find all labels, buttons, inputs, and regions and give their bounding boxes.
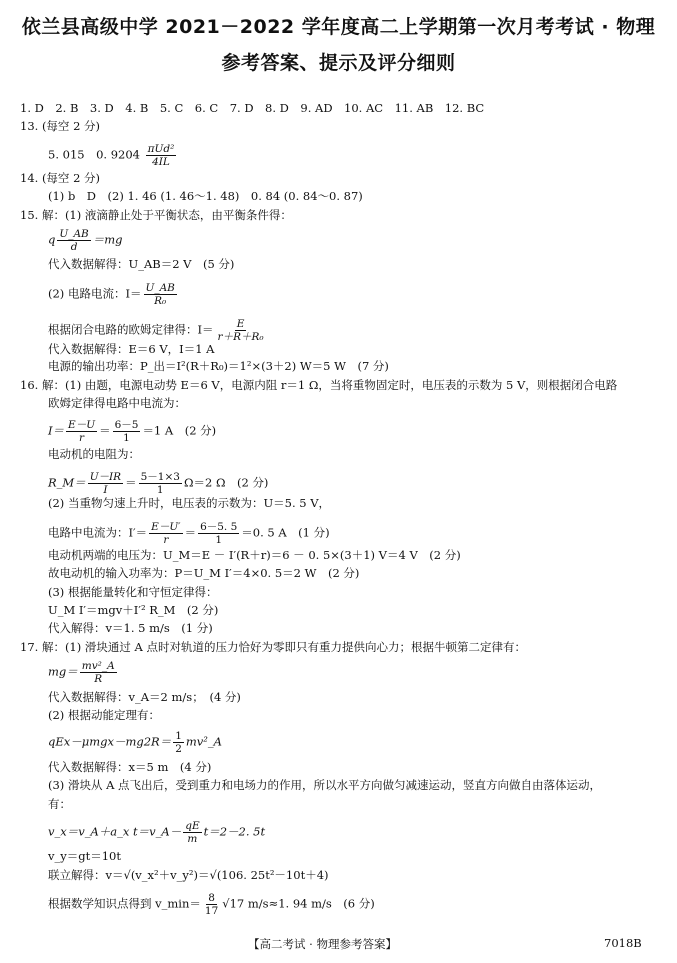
q15-equation: q $\frac{U\_AB}{d}$ ＝mg: [48, 228, 123, 253]
q16-line: 电动机的电阻为：: [48, 447, 140, 461]
q16-equation: 电路中电流为：I′＝ $\frac{E-U'}{r}$ ＝ $\frac{6-5. 5}{1}$ ＝0. 5 A (1 分): [48, 521, 330, 546]
q17-line: (2) 根据动能定理有：: [48, 708, 160, 722]
footer-code: 7018B: [604, 936, 642, 950]
q16-line: 电动机两端的电压为：U_M＝E － I′(R＋r)＝6 － 0. 5×(3＋1) V＝4 V (2 分): [48, 548, 461, 562]
q17-line: 代入数据解得：x＝5 m (4 分): [48, 760, 212, 774]
page-subtitle: 参考答案、提示及评分细则: [221, 52, 456, 74]
q16-line: 欧姆定律得电路中电流为：: [48, 396, 186, 410]
q17-line: 代入数据解得：v_A＝2 m/s； (4 分): [48, 690, 241, 704]
q16-line: 故电动机的输入功率为：P＝U_M I′＝4×0. 5＝2 W (2 分): [48, 566, 360, 580]
q16-line: (2) 当重物匀速上升时，电压表的示数为：U＝5. 5 V，: [48, 496, 331, 510]
q15-line: 代入数据解得：E＝6 V，I＝1 A: [48, 342, 215, 356]
q13-heading: 13. (每空 2 分): [20, 119, 101, 133]
q16-line: (3) 根据能量转化和守恒定律得：: [48, 585, 218, 599]
q13-values: 5. 015 0. 9204: [48, 147, 140, 162]
page-title: 依兰县高级中学 2021－2022 学年度高二上学期第一次月考考试 · 物理: [21, 16, 656, 38]
q16-line: 16. 解：(1) 由题，电源电动势 E＝6 V，电源内阻 r＝1 Ω，当将重物固定时，电压表的示数为 5 V，则根据闭合电路: [20, 378, 618, 392]
q16-line: 代入解得：v＝1. 5 m/s (1 分): [48, 621, 213, 635]
q13-fraction: $\frac{\text{πUd²}}{4IL}$: [147, 143, 175, 168]
q13-answer: [48, 143, 178, 168]
q15-line: 代入数据解得：U_AB＝2 V (5 分): [48, 257, 235, 271]
q17-line: 联立解得：v＝√(v_x²＋v_y²)＝√(106. 25t²－10t＋4): [48, 868, 329, 882]
q15-line: 15. 解：(1) 液滴静止处于平衡状态，由平衡条件得：: [20, 208, 292, 222]
q17-equation: v_x＝v_A＋a_x t＝v_A－ $\frac{qE}{m}$ t＝2－2. 5t: [48, 820, 266, 845]
q14-answer: (1) b D (2) 1. 46 (1. 46～1. 48) 0. 84 (0. 84～0. 87): [48, 189, 363, 203]
footer-label: 【高二考试 · 物理参考答案】: [248, 937, 397, 951]
q15-line: 电源的输出功率：P_出＝I²(R＋R₀)＝1²×(3＋2) W＝5 W (7 分): [48, 359, 389, 373]
q17-line: 有：: [48, 797, 71, 811]
q17-line: (3) 滑块从 A 点飞出后，受到重力和电场力的作用，所以水平方向做匀减速运动，竖直方向做自由落体运动，: [48, 778, 602, 792]
q16-line: U_M I′＝mgv＋I′² R_M (2 分): [48, 603, 219, 617]
q15-equation: (2) 电路电流：I＝ $\frac{U\_AB}{\text{R₀}}$: [48, 282, 175, 307]
q17-equation: qEx－μmgx－mg2R＝ $\frac{1}{2}$ mv²_A: [48, 730, 222, 755]
q17-equation: mg＝ $\frac{\text{mv²\_A}}{R}$: [48, 660, 115, 685]
q14-heading: 14. (每空 2 分): [20, 171, 101, 185]
q16-equation: R_M＝ $\frac{U-IR}{I}$ ＝ $\frac{5-1\times 3}{1}$ Ω＝2 Ω (2 分): [48, 471, 269, 496]
q16-equation: I＝ $\frac{E-U}{r}$ ＝ $\frac{6-5}{1}$ ＝1 A (2 分): [48, 419, 217, 444]
q17-line: v_y＝gt＝10t: [48, 849, 121, 863]
mc-answers: 1. D 2. B 3. D 4. B 5. C 6. C 7. D 8. D 9. AD 10. AC 11. AB 12. BC: [20, 101, 485, 115]
q17-line: 17. 解：(1) 滑块通过 A 点时对轨道的压力恰好为零即只有重力提供向心力；根据牛顿第二定律有：: [20, 640, 527, 654]
q15-equation: 根据闭合电路的欧姆定律得：I＝ $\frac{E}{\text{r＋R＋R₀}}$: [48, 318, 264, 343]
q17-equation: 根据数学知识点得到 v_min＝ $\frac{8}{17}$ √17 m/s≈1. 94 m/s (6 分): [48, 892, 375, 917]
